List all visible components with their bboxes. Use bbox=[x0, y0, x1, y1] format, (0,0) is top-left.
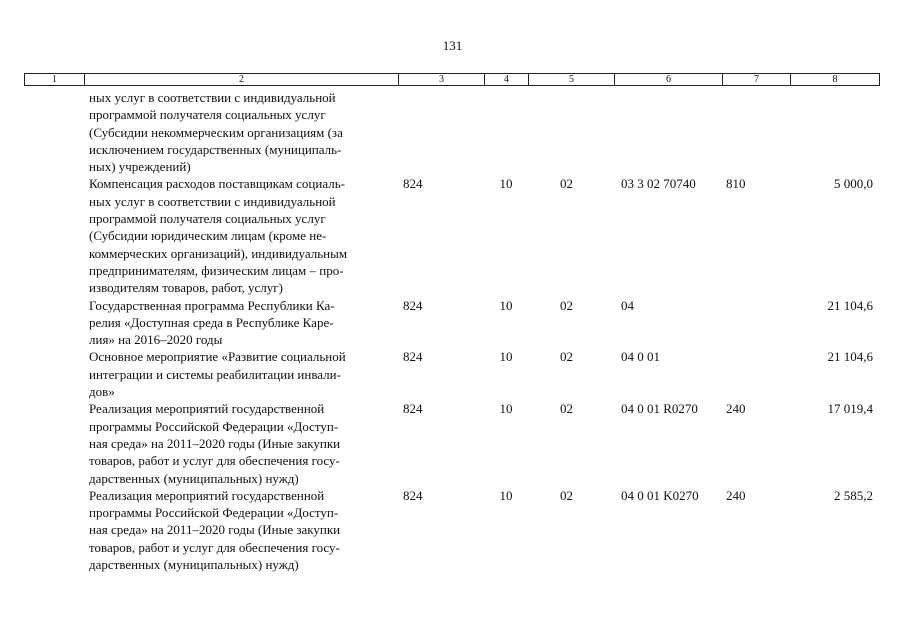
row-amount: 17 019,4 bbox=[827, 401, 873, 417]
header-col-4: 4 bbox=[485, 74, 529, 86]
row-target-article: 04 0 01 bbox=[621, 349, 660, 365]
row-subsection-code: 02 bbox=[560, 297, 573, 313]
row-target-article: 04 bbox=[621, 297, 634, 313]
row-index-cell bbox=[24, 297, 84, 349]
row-expense-type bbox=[722, 297, 790, 349]
row-amount bbox=[790, 89, 879, 175]
row-target-article: 04 0 01 K0270 bbox=[621, 487, 699, 503]
row-amount: 21 104,6 bbox=[827, 349, 873, 365]
header-col-1: 1 bbox=[25, 74, 85, 86]
row-target-article: 04 0 01 R0270 bbox=[621, 401, 698, 417]
table-row bbox=[24, 297, 879, 349]
row-ministry-code: 824 bbox=[403, 349, 423, 365]
table-row bbox=[24, 400, 879, 486]
row-expense-type: 240 bbox=[726, 401, 746, 417]
row-ministry-code: 824 bbox=[403, 487, 423, 503]
row-name: Основное мероприятие «Развитие социальной интеграции и системы реабилитации инвали- дов» bbox=[89, 349, 346, 400]
row-ministry-code: 824 bbox=[403, 297, 423, 313]
table-row bbox=[24, 89, 879, 175]
row-index-cell bbox=[24, 487, 84, 573]
row-name: ных услуг в соответствии с индивидуальной программой получателя социальных услуг (Субсидии некоммерческим организациям (за исключением государственных (муниципаль- ных) учреждений) bbox=[89, 90, 343, 175]
table-row bbox=[24, 348, 879, 400]
row-expense-type bbox=[722, 348, 790, 400]
row-name: Реализация мероприятий государственной программы Российской Федерации «Доступ- ная среда» на 2011–2020 годы (Иные закупки товаров, работ и услуг для обеспечения госу- дарственных (муниципальных) нужд) bbox=[89, 401, 341, 486]
budget-table bbox=[24, 89, 879, 573]
row-section-code: 10 bbox=[499, 176, 513, 192]
row-section-code: 10 bbox=[499, 349, 513, 365]
row-subsection-code: 02 bbox=[560, 401, 573, 417]
row-name: Реализация мероприятий государственной программы Российской Федерации «Доступ- ная среда» на 2011–2020 годы (Иные закупки товаров, работ и услуг для обеспечения госу- дарственных (муниципальных) нужд) bbox=[89, 487, 341, 573]
column-number-header bbox=[24, 73, 880, 86]
row-subsection-code: 02 bbox=[560, 487, 573, 503]
header-col-5: 5 bbox=[529, 74, 615, 86]
row-name: Компенсация расходов поставщикам социаль- ных услуг в соответствии с индивидуальной программой получателя социальных услуг (Субсидии юридическим лицам (кроме не- коммерческих организаций), индивидуальным предпринимателям, физическим лицам – про- изводителям товаров, работ, услуг) bbox=[89, 176, 348, 296]
row-subsection-code: 02 bbox=[560, 176, 573, 192]
header-col-7: 7 bbox=[723, 74, 791, 86]
row-target-article: 03 3 02 70740 bbox=[621, 176, 696, 192]
row-index-cell bbox=[24, 400, 84, 486]
row-ministry-code: 824 bbox=[403, 401, 423, 417]
row-ministry-code bbox=[398, 89, 484, 175]
row-index-cell bbox=[24, 89, 84, 175]
header-row bbox=[25, 74, 880, 86]
table-row bbox=[24, 175, 879, 296]
row-subsection-code bbox=[528, 89, 614, 175]
row-subsection-code: 02 bbox=[560, 349, 573, 365]
header-col-8: 8 bbox=[791, 74, 880, 86]
row-section-code: 10 bbox=[499, 401, 513, 417]
table-row bbox=[24, 487, 879, 573]
row-name: Государственная программа Республики Ка- релия «Доступная среда в Республике Каре- лия» на 2016–2020 годы bbox=[89, 297, 335, 348]
row-index-cell bbox=[24, 175, 84, 296]
row-expense-type bbox=[722, 89, 790, 175]
row-expense-type: 810 bbox=[726, 176, 746, 192]
row-target-article bbox=[614, 89, 722, 175]
header-col-2: 2 bbox=[85, 74, 399, 86]
row-section-code bbox=[484, 89, 528, 175]
header-col-6: 6 bbox=[615, 74, 723, 86]
row-section-code: 10 bbox=[499, 487, 513, 503]
row-section-code: 10 bbox=[499, 297, 513, 313]
row-ministry-code: 824 bbox=[403, 176, 423, 192]
row-index-cell bbox=[24, 348, 84, 400]
page-number: 131 bbox=[442, 38, 463, 53]
row-expense-type: 240 bbox=[726, 487, 746, 503]
row-amount: 5 000,0 bbox=[834, 176, 873, 192]
row-amount: 21 104,6 bbox=[827, 297, 873, 313]
row-amount: 2 585,2 bbox=[834, 487, 873, 503]
header-col-3: 3 bbox=[399, 74, 485, 86]
